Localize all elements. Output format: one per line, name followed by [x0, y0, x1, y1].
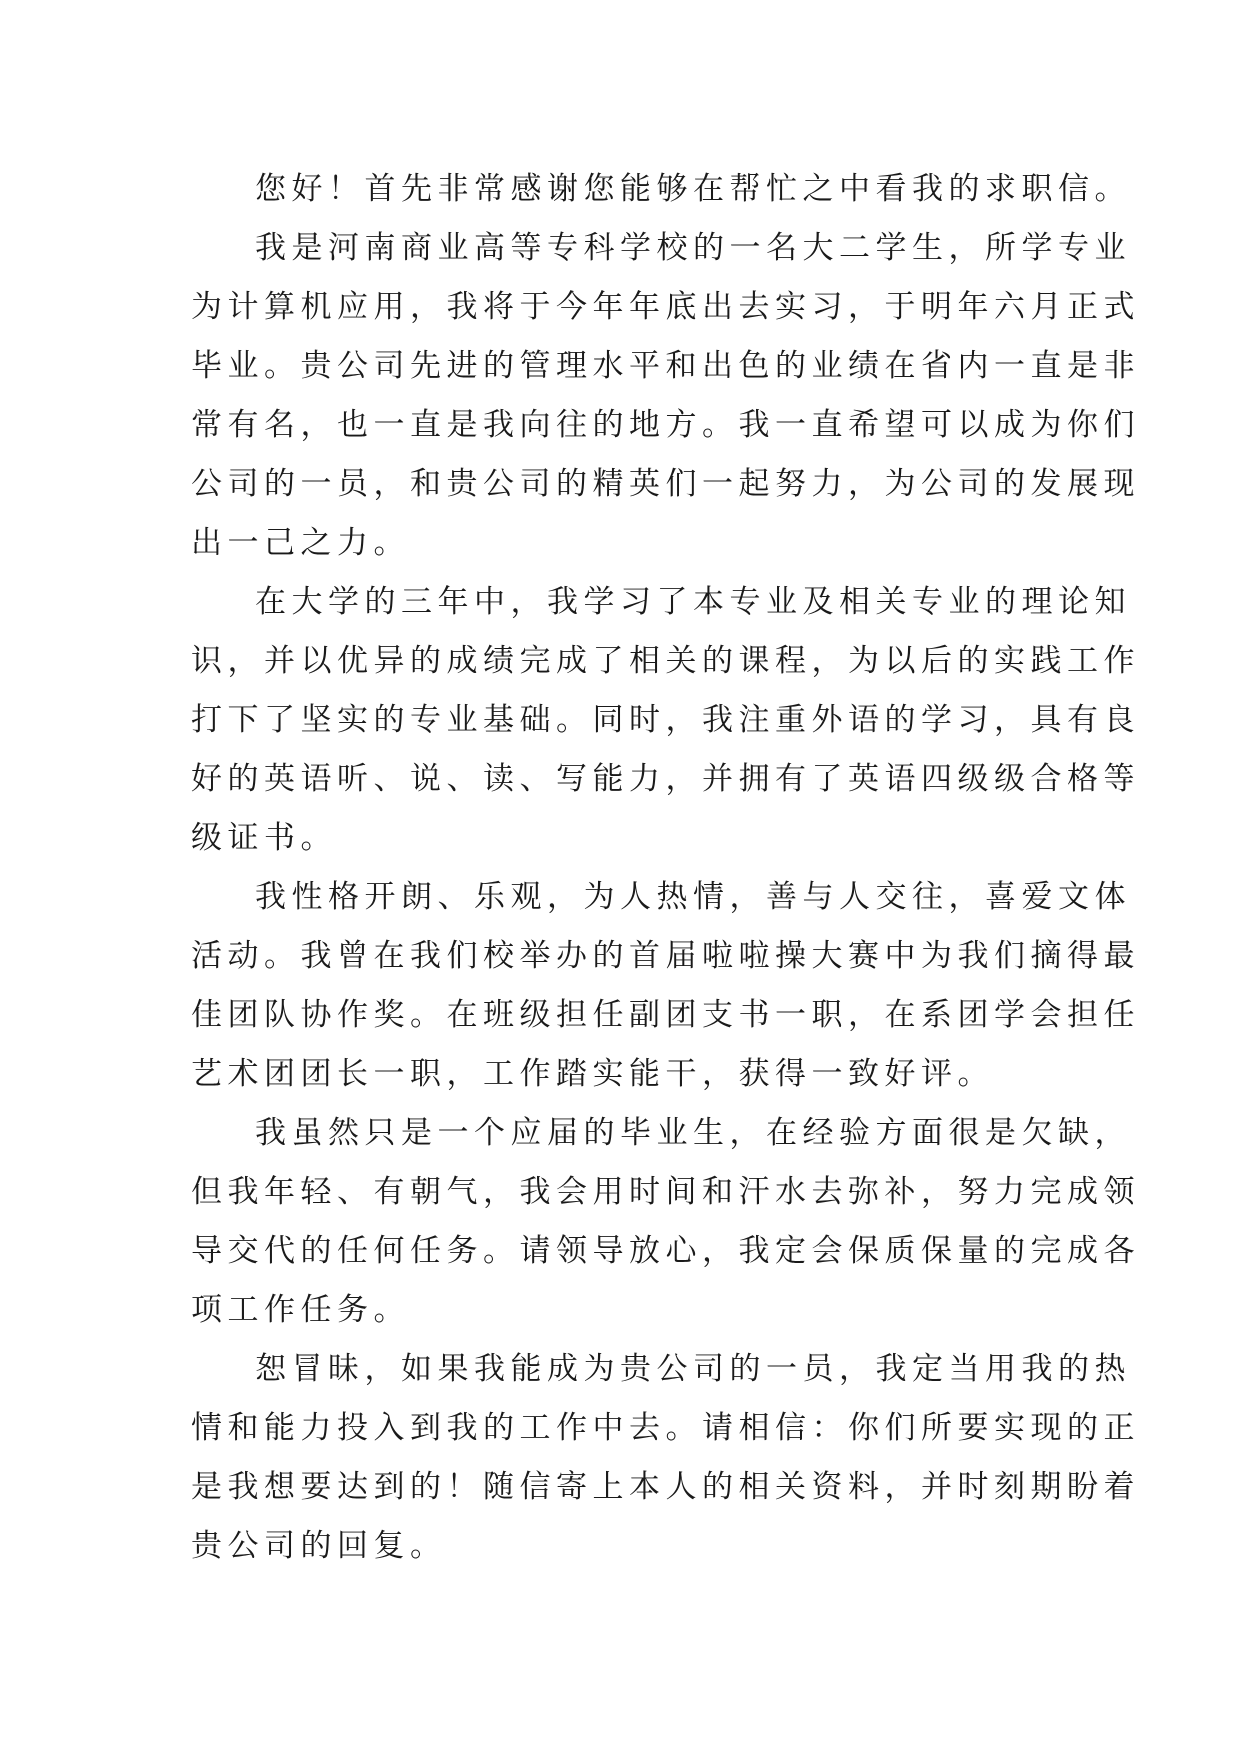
text-line: 打下了坚实的专业基础。同时，我注重外语的学习，具有良: [191, 702, 1140, 738]
text-line: 您好！首先非常感谢您能够在帮忙之中看我的求职信。: [255, 171, 1131, 207]
text-line: 为计算机应用，我将于今年年底出去实习，于明年六月正式: [191, 289, 1140, 325]
paragraph-closing: [191, 1340, 1140, 1576]
text-line: 我虽然只是一个应届的毕业生，在经验方面很是欠缺，: [255, 1115, 1131, 1151]
text-line: 贵公司的回复。: [191, 1528, 447, 1564]
cover-letter-body: [191, 160, 1140, 1576]
text-line: 公司的一员，和贵公司的精英们一起努力，为公司的发展现: [191, 466, 1140, 502]
text-line: 情和能力投入到我的工作中去。请相信：你们所要实现的正: [191, 1410, 1140, 1446]
text-line: 好的英语听、说、读、写能力，并拥有了英语四级级合格等: [191, 761, 1140, 797]
text-line: 毕业。贵公司先进的管理水平和出色的业绩在省内一直是非: [191, 348, 1140, 384]
text-line: 在大学的三年中，我学习了本专业及相关专业的理论知: [255, 584, 1131, 620]
text-line: 项工作任务。: [191, 1292, 410, 1328]
paragraph-education: [191, 573, 1140, 868]
text-line: 恕冒昧，如果我能成为贵公司的一员，我定当用我的热: [255, 1351, 1131, 1387]
text-line: 导交代的任何任务。请领导放心，我定会保质保量的完成各: [191, 1233, 1140, 1269]
text-line: 我性格开朗、乐观，为人热情，善与人交往，喜爱文体: [255, 879, 1131, 915]
paragraph-introduction: [191, 219, 1140, 573]
text-line: 活动。我曾在我们校举办的首届啦啦操大赛中为我们摘得最: [191, 938, 1140, 974]
text-line: 常有名，也一直是我向往的地方。我一直希望可以成为你们: [191, 407, 1140, 443]
text-line: 出一己之力。: [191, 525, 410, 561]
text-line: 是我想要达到的！随信寄上本人的相关资料，并时刻期盼着: [191, 1469, 1140, 1505]
text-line: 我是河南商业高等专科学校的一名大二学生，所学专业: [255, 230, 1131, 266]
text-line: 艺术团团长一职，工作踏实能干，获得一致好评。: [191, 1056, 994, 1092]
text-line: 佳团队协作奖。在班级担任副团支书一职，在系团学会担任: [191, 997, 1140, 1033]
text-line: 级证书。: [191, 820, 337, 856]
paragraph-commitment: [191, 1104, 1140, 1340]
text-line: 识，并以优异的成绩完成了相关的课程，为以后的实践工作: [191, 643, 1140, 679]
text-line: 但我年轻、有朝气，我会用时间和汗水去弥补，努力完成领: [191, 1174, 1140, 1210]
paragraph-greeting: [191, 160, 1131, 219]
paragraph-personality: [191, 868, 1140, 1104]
